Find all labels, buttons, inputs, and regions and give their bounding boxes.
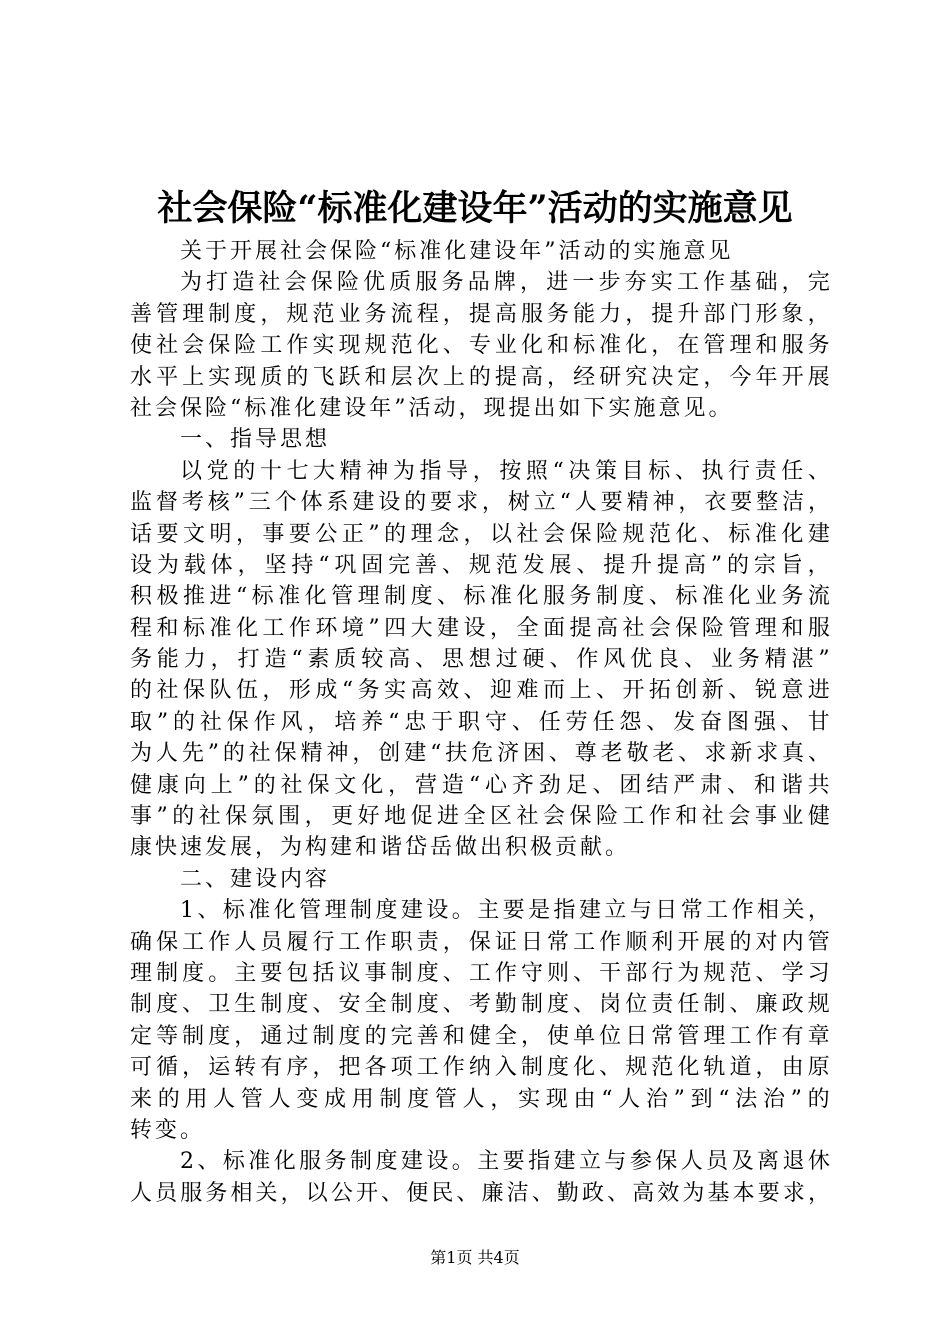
text-line: 程 和 标 准 化 工 作 环 境 ” 四 大 建 设 ， 全 面 提 高 社 会 保 险 管 理 和 服	[130, 615, 830, 641]
text-line: 定 等 制 度 ， 通 过 制 度 的 完 善 和 健 全 ， 使 单 位 日 常 管 理 工 作 有 章	[130, 1023, 830, 1049]
document-title: 社会保险“标准化建设年”活动的实施意见	[157, 188, 793, 229]
text-line: 取 ” 的 社 保 作 风 ， 培 养 “ 忠 于 职 守 、 任 劳 任 怨 、 发 奋 图 强 、 甘	[130, 709, 830, 735]
text-line: 可 循 ， 运 转 有 序 ， 把 各 项 工 作 纳 入 制 度 化 、 规 范 化 轨 道 ， 由 原	[130, 1055, 830, 1081]
text-line: 1 、 标 准 化 管 理 制 度 建 设 。 主 要 是 指 建 立 与 日 常 工 作 相 关 ，	[180, 898, 830, 924]
text-line: 确 保 工 作 人 员 履 行 工 作 职 责 ， 保 证 日 常 工 作 顺 利 开 展 的 对 内 管	[130, 929, 830, 955]
text-line: 事 ” 的 社 保 氛 围 ， 更 好 地 促 进 全 区 社 会 保 险 工 作 和 社 会 事 业 健	[130, 804, 830, 830]
text-line: 制 度 、 卫 生 制 度 、 安 全 制 度 、 考 勤 制 度 、 岗 位 责 任 制 、 廉 政 规	[130, 992, 830, 1018]
text-line: 务 能 力 ， 打 造 “ 素 质 较 高 、 思 想 过 硬 、 作 风 优 良 、 业 务 精 湛 ”	[130, 647, 830, 673]
text-line: 关于开展社会保险“标准化建设年”活动的实施意见	[180, 239, 734, 264]
text-line: 健 康 向 上 ” 的 社 保 文 化 ， 营 造 “ 心 齐 劲 足 、 团 结 严 肃 、 和 谐 共	[130, 772, 830, 798]
text-line: 为 人 先 ” 的 社 保 精 神 ， 创 建 “ 扶 危 济 困 、 尊 老 敬 老 、 求 新 求 真 、	[130, 741, 830, 767]
text-line: 的 社 保 队 伍 ， 形 成 “ 务 实 高 效 、 迎 难 而 上 、 开 拓 创 新 、 锐 意 进	[130, 678, 830, 704]
text-line: 设 为 载 体 ， 坚 持 “ 巩 固 完 善 、 规 范 发 展 、 提 升 提 高 ” 的 宗 旨 ，	[130, 552, 830, 578]
text-line: 社会保险“标准化建设年”活动，现提出如下实施意见。	[130, 395, 734, 421]
text-line: 为 打 造 社 会 保 险 优 质 服 务 品 牌 ， 进 一 步 夯 实 工 作 基 础 ， 完	[180, 270, 830, 296]
page-footer: 第1页 共4页	[430, 1248, 520, 1267]
document-body	[130, 236, 830, 1209]
text-line: 理 制 度 。 主 要 包 括 议 事 制 度 、 工 作 守 则 、 干 部 行 为 规 范 、 学 习	[130, 960, 830, 986]
text-line: 二、建设内容	[180, 866, 331, 892]
text-line: 来 的 用 人 管 人 变 成 用 制 度 管 人 ， 实 现 由 “ 人 治 ” 到 “ 法 治 ” 的	[130, 1086, 830, 1112]
text-line: 人 员 服 务 相 关 ， 以 公 开 、 便 民 、 廉 洁 、 勤 政 、 高 效 为 基 本 要 求 ，	[130, 1180, 830, 1206]
text-line: 2 、 标 准 化 服 务 制 度 建 设 。 主 要 指 建 立 与 参 保 人 员 及 离 退 休	[180, 1149, 830, 1175]
text-line: 康快速发展，为构建和谐岱岳做出积极贡献。	[130, 835, 631, 861]
text-line: 一、指导思想	[180, 427, 331, 453]
text-line: 使 社 会 保 险 工 作 实 现 规 范 化 、 专 业 化 和 标 准 化 ， 在 管 理 和 服 务	[130, 333, 830, 359]
text-line: 水 平 上 实 现 质 的 飞 跃 和 层 次 上 的 提 高 ， 经 研 究 决 定 ， 今 年 开 展	[130, 364, 830, 390]
text-line: 转变。	[130, 1117, 206, 1143]
text-line: 话 要 文 明 ， 事 要 公 正 ” 的 理 念 ， 以 社 会 保 险 规 范 化 、 标 准 化 建	[130, 521, 830, 547]
text-line: 积 极 推 进 “ 标 准 化 管 理 制 度 、 标 准 化 服 务 制 度 、 标 准 化 业 务 流	[130, 584, 830, 610]
text-line: 善 管 理 制 度 ， 规 范 业 务 流 程 ， 提 高 服 务 能 力 ， 提 升 部 门 形 象 ，	[130, 301, 830, 327]
text-line: 以 党 的 十 七 大 精 神 为 指 导 ， 按 照 “ 决 策 目 标 、 执 行 责 任 、	[180, 458, 830, 484]
text-line: 监 督 考 核 ” 三 个 体 系 建 设 的 要 求 ， 树 立 “ 人 要 精 神 ， 衣 要 整 洁 ，	[130, 490, 830, 516]
